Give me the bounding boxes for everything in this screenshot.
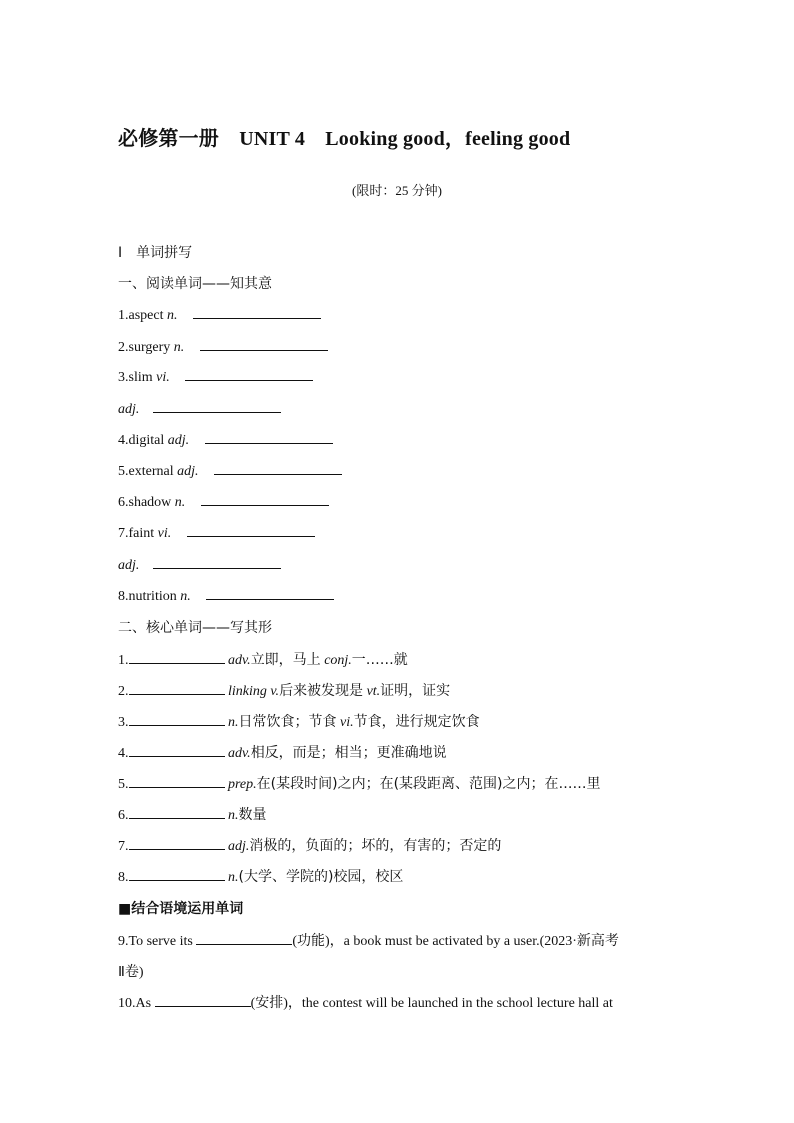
item-number: 3.: [118, 715, 129, 730]
answer-blank[interactable]: [185, 367, 313, 381]
question-hint: (安排)，the contest will be launched in the school lecture hall at: [250, 996, 613, 1011]
item-meaning: 消极的，负面的；坏的，有害的；否定的: [249, 838, 502, 854]
item-meaning2: 节食，进行规定饮食: [353, 714, 480, 730]
read-item-3: [118, 367, 313, 386]
item-meaning2: 证明，证实: [380, 683, 451, 699]
answer-blank[interactable]: [206, 586, 334, 600]
item-pos: n.: [173, 340, 185, 355]
item-meaning: 相反，而是；相当；更准确地说: [250, 745, 447, 761]
item-word: 8.nutrition: [118, 589, 177, 604]
section1-heading: 一、阅读单词——知其意: [118, 276, 272, 292]
answer-blank[interactable]: [214, 461, 342, 475]
item-word: 2.surgery: [118, 340, 171, 355]
question-10: [118, 992, 613, 1012]
read-item-3-adj: [118, 399, 281, 418]
item-word: 5.external: [118, 464, 174, 479]
read-item-2: [118, 337, 328, 356]
item-meaning: 立即，马上: [250, 652, 321, 668]
item-number: 4.: [118, 746, 129, 761]
item-pos2: vi.: [340, 715, 354, 730]
read-item-5: [118, 461, 342, 480]
item-pos: adj.: [177, 464, 199, 479]
item-pos: adj.: [167, 433, 190, 448]
core-item-5: [118, 773, 601, 793]
item-word: 1.aspect: [118, 308, 164, 323]
answer-blank[interactable]: [193, 305, 321, 319]
item-pos: adj.: [118, 558, 140, 573]
answer-blank[interactable]: [129, 712, 225, 726]
item-pos: adj.: [118, 402, 140, 417]
item-meaning: (大学、学院的)校园，校区: [238, 869, 404, 885]
section3-heading: ■结合语境运用单词: [118, 901, 244, 917]
core-item-4: [118, 742, 447, 762]
item-pos: n.: [166, 308, 178, 323]
item-word: 3.slim: [118, 370, 153, 385]
item-number: 7.: [118, 839, 129, 854]
item-pos: n.: [228, 870, 239, 885]
core-item-7: [118, 835, 501, 855]
answer-blank[interactable]: [187, 523, 315, 537]
item-pos: adj.: [228, 839, 250, 854]
item-number: 8.: [118, 870, 129, 885]
answer-blank[interactable]: [129, 743, 225, 757]
question-9: [118, 930, 619, 950]
item-meaning: 日常饮食；节食: [238, 714, 337, 730]
item-pos: n.: [180, 589, 191, 604]
core-item-1: [118, 649, 408, 669]
answer-blank[interactable]: [155, 993, 251, 1007]
item-word: 7.faint: [118, 526, 155, 541]
section2-heading: 二、核心单词——写其形: [118, 620, 272, 636]
item-meaning2: 一……就: [351, 652, 408, 668]
read-item-6: [118, 492, 329, 511]
question-prefix: 9.To serve its: [118, 934, 193, 949]
core-item-8: [118, 866, 403, 886]
core-item-3: [118, 711, 480, 731]
item-pos: adv.: [228, 653, 251, 668]
answer-blank[interactable]: [153, 555, 281, 569]
item-word: 4.digital: [118, 433, 165, 448]
item-number: 2.: [118, 684, 129, 699]
item-number: 6.: [118, 808, 129, 823]
answer-blank[interactable]: [129, 774, 225, 788]
answer-blank[interactable]: [153, 399, 281, 413]
answer-blank[interactable]: [129, 650, 225, 664]
item-pos: n.: [174, 495, 186, 510]
item-pos: n.: [228, 715, 239, 730]
read-item-7: [118, 523, 315, 542]
question-prefix: 10.As: [118, 996, 152, 1011]
item-pos: adv.: [228, 746, 251, 761]
answer-blank[interactable]: [200, 337, 328, 351]
question-9-continued: Ⅱ卷): [118, 965, 144, 980]
item-pos: linking v.: [228, 684, 280, 699]
item-pos2: vt.: [366, 684, 381, 699]
answer-blank[interactable]: [196, 931, 292, 945]
answer-blank[interactable]: [129, 681, 225, 695]
read-item-7-adj: [118, 555, 281, 574]
item-pos2: conj.: [324, 653, 352, 668]
core-item-2: [118, 680, 450, 700]
item-number: 1.: [118, 653, 129, 668]
item-pos: n.: [228, 808, 239, 823]
item-pos: prep.: [228, 777, 257, 792]
time-limit: (限时：25 分钟): [352, 183, 442, 198]
item-meaning: 后来被发现是: [279, 683, 364, 699]
item-word: 6.shadow: [118, 495, 172, 510]
page-title: 必修第一册 UNIT 4 Looking good，feeling good: [118, 128, 571, 150]
read-item-1: [118, 305, 321, 324]
read-item-4: [118, 430, 333, 449]
read-item-8: [118, 586, 334, 605]
answer-blank[interactable]: [201, 492, 329, 506]
item-meaning: 数量: [238, 807, 267, 823]
answer-blank[interactable]: [129, 867, 225, 881]
question-hint: (功能)，a book must be activated by a user.(2023·新高考: [292, 934, 619, 949]
answer-blank[interactable]: [129, 805, 225, 819]
item-number: 5.: [118, 777, 129, 792]
part-heading: Ⅰ 单词拼写: [118, 245, 193, 261]
item-meaning: 在(某段时间)之内；在(某段距离、范围)之内；在……里: [256, 776, 601, 792]
core-item-6: [118, 804, 267, 824]
item-pos: vi.: [156, 370, 170, 385]
item-pos: vi.: [157, 526, 172, 541]
answer-blank[interactable]: [205, 430, 333, 444]
answer-blank[interactable]: [129, 836, 225, 850]
